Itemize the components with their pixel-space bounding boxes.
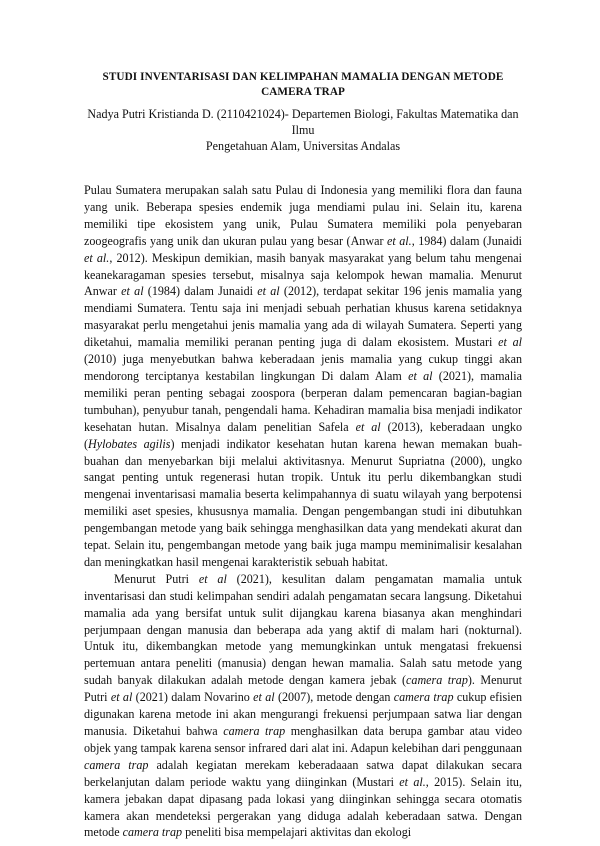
p1-text: (2010) juga menyebutkan bahwa keberadaan jenis mamalia yang cukup tinggi akan mendorong terciptanya kestabilan lingkungan Di dalam Alam [84,352,522,383]
p1-italic: et al. [387,233,412,248]
p2-italic: camera trap [393,690,454,705]
author-line-2: Pengetahuan Alam, Universitas Andalas [205,139,401,153]
body-text [84,182,522,841]
paragraph-1 [84,182,522,571]
p2-italic: et al [253,690,275,705]
p2-text: menghasilkan data berupa gambar atau video objek yang tampak karena sensor infrared dari alat ini. Adapun kelebihan dari penggunaan [84,724,523,755]
document-page [0,70,600,846]
p2-text: cukup efisien digunakan karena metode ini akan mengurangi frekuensi perjumpaan satwa liar dengan manusia. Diketahui bahwa [84,690,522,738]
p2-italic: camera trap [122,825,183,840]
p1-italic: et al [498,335,522,350]
p1-italic: et al [121,284,144,299]
p1-italic: Hylobates agilis [88,436,171,451]
p2-text: , 2015). Selain itu, kamera jebakan dapat dipasang pada lokasi yang diinginkan sehingga secara otomatis kamera akan mendeteksi pergerakan yang diduga adalah keberadaan satwa. Dengan metode [84,774,522,840]
title-line-2: CAMERA TRAP [261,86,345,98]
p2-italic: camera trap [223,724,286,738]
p1-text: , 2012). Meskipun demikian, masih banyak masyarakat yang belum tahu mengenai keanekaragaman spesies tersebut, misalnya saja kelompok hewan mamalia. Menurut Anwar [84,250,523,299]
p1-text: (2013), keberadaan ungko ( [84,419,522,451]
p1-italic: et al [355,419,381,434]
p1-text: , 1984) dalam (Junaidi [411,233,522,248]
p2-text: ). Menurut Putri [84,673,522,705]
p2-text: (2021), kesulitan dalam pengamatan mamalia untuk inventarisasi dan studi kelimpahan sendiri adalah pengamatan secara langsung. Diketahui mamalia ada yang bersifat untuk sulit dijangkau karena biasanya akan menghindari perjumpaan dengan manusia dan beberapa ada yang aktif di malam hari (nokturnal). Untuk itu, dikembangkan metode yang memungkinkan untuk mengatasi frekuensi pertemuan antara peneliti (manusia) dengan hewan mamalia. Salah satu metode yang sudah banyak dilakukan adalah metode dengan kamera jebak ( [84,571,522,688]
p1-italic: et al. [84,250,110,265]
p1-text: (1984) dalam Junaidi [143,284,258,299]
p2-italic: et al. [399,774,426,789]
p2-text: adalah kegiatan merekam keberadaaan satwa dapat dilakukan secara berkelanjutan dalam periode waktu yang diinginkan (Mustari [84,757,522,789]
author-affiliation [84,106,522,154]
p2-text: (2007), metode dengan [274,690,394,705]
p1-text: Pulau Sumatera merupakan salah satu Pulau di Indonesia yang memiliki flora dan fauna yang unik. Beberapa spesies endemik juga mendiami pulau ini. Selain itu, karena memiliki tipe ekosistem yang unik, Pulau Sumatera memiliki pola penyebaran zoogeografis yang unik dan ukuran pulau yang besar (Anwar [84,183,522,248]
p2-text: (2021) dalam Novarino [132,690,254,705]
p2-italic: camera trap [406,673,468,688]
title-line-1: STUDI INVENTARISASI DAN KELIMPAHAN MAMALIA DENGAN METODE [102,71,504,83]
p2-text: Menurut Putri [114,571,199,586]
author-line-1: Nadya Putri Kristianda D. (2110421024)- Departemen Biologi, Fakultas Matematika dan Ilmu [87,107,519,137]
p1-italic: et al [257,284,280,299]
paragraph-2 [84,571,522,842]
p1-text: (2012), terdapat sekitar 196 jenis mamalia yang mendiami Sumatera. Tentu saja ini menjadi sebuah perhatian khusus karena setidaknya masyarakat perlu mengetahui jenis mamalia yang ada di wilayah Sumatera. Seperti yang diketahui, mamalia memiliki peranan penting juga di dalam ekosistem. Mustari [84,284,522,350]
p2-text: peneliti bisa mempelajari aktivitas dan ekologi [182,825,412,840]
p2-italic: et al [198,571,227,586]
document-title [84,70,522,100]
p2-italic: et al [110,690,133,705]
p1-text: ) menjadi indikator kesehatan hutan karena hewan memakan buah-buahan dan menyebarkan biji melalui aktivitasnya. Menurut Supriatna (2000), ungko sangat penting untuk regenerasi hutan tropik. Untuk itu perlu dikembangkan studi mengenai inventarisasi mamalia beserta kelimpahannya di suatu wilayah yang berpotensi memiliki aset spesies, khususnya mamalia. Dengan pengembangan studi ini dibutuhkan pengembangan metode yang baik sehingga menghasilkan data yang mendekati akurat dan tepat. Selain itu, pengembangan metode yang baik juga mampu meminimalisir kesalahan dan meningkatkan hasil mengenai karakteristik sebuah habitat. [84,436,522,569]
p1-text: (2021), mamalia memiliki peran penting sebagai zoospora (berperan dalam pemencaran bagian-bagian tumbuhan), penyubur tanah, pengendali hama. Kehadiran mamalia bisa menjadi indikator kesehatan hutan. Misalnya dalam penelitian Safela [84,368,522,434]
p1-italic: et al [408,368,433,383]
p2-italic: camera trap [84,757,149,772]
